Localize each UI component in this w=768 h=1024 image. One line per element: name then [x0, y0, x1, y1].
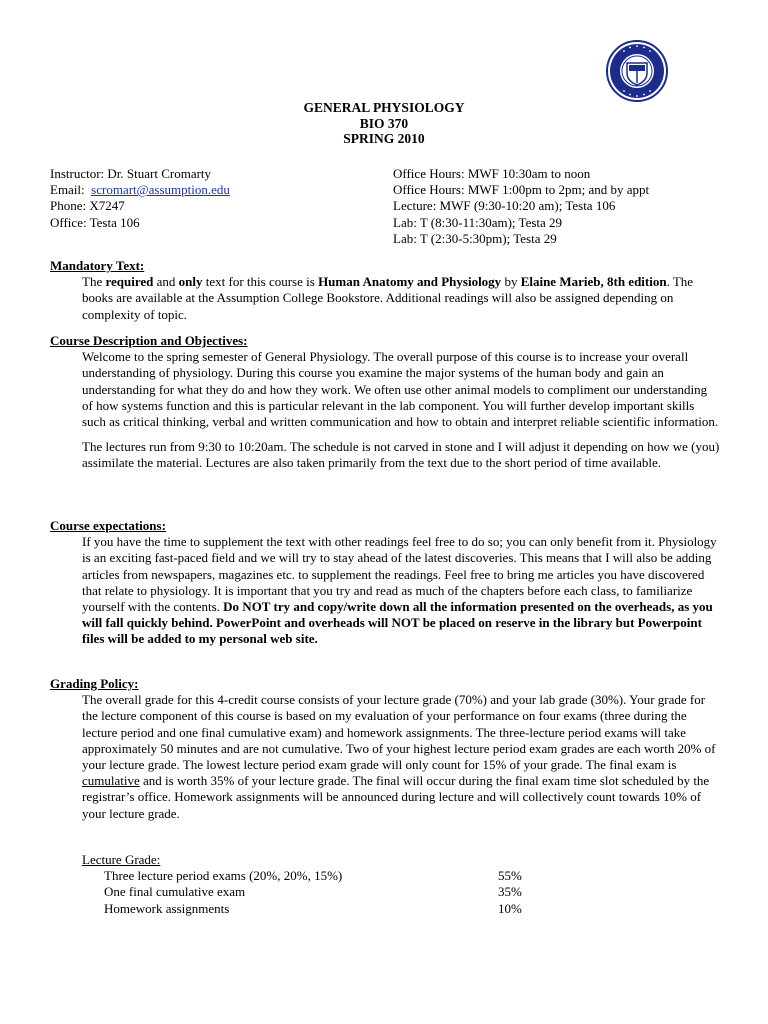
text-run: and is worth 35% of your lecture grade. The final will occur during the final exam time slot scheduled by the registrar’s office. Homework assignments will be announced during lecture and will collectively count towards 10% of your lecture grade. [82, 773, 710, 821]
grading-policy-section [50, 676, 720, 822]
course-description-section [50, 333, 720, 472]
book-author: Elaine Marieb, 8th edition [520, 274, 667, 290]
table-row [82, 868, 582, 884]
text-run: The overall grade for this 4-credit course consists of your lecture grade (70%) and your lab grade (30%). Your grade for the lecture component of this course is based on my evaluation of your performance on four exams (three during the lecture period and one final cumulative exam) and homework assignments. The three-lecture period exams will take approximately 50 minutes and are not cumulative. Two of your highest lecture period exam grades are each worth 20% of your lecture grade. The lowest lecture period exam grade will only count for 15% of your grade. The final exam is [82, 692, 716, 773]
course-title: GENERAL PHYSIOLOGY [303, 100, 465, 115]
office-hours-2: Office Hours: MWF 1:00pm to 2pm; and by appt [393, 182, 650, 198]
lab-schedule-1: Lab: T (8:30-11:30am); Testa 29 [393, 214, 563, 230]
instructor-name: Instructor: Dr. Stuart Cromarty [50, 166, 212, 181]
grade-item: Three lecture period exams (20%, 20%, 15%) [104, 868, 343, 884]
course-code: BIO 370 [359, 115, 409, 131]
lecture-grade-title: Lecture Grade: [82, 852, 161, 867]
section-paragraph [82, 692, 720, 822]
section-heading-text: Grading Policy [50, 676, 135, 691]
grade-item: One final cumulative exam [104, 884, 246, 900]
instructor-email-line [50, 182, 380, 198]
course-term: SPRING 2010 [343, 131, 425, 147]
section-heading [50, 676, 720, 692]
section-heading-text: Course expectations [50, 518, 162, 533]
section-heading [50, 333, 720, 349]
heading-colon: : [243, 333, 248, 348]
instructor-office: Office: Testa 106 [50, 214, 140, 230]
email-link[interactable]: scromart@assumption.edu [91, 182, 230, 198]
text-run: text for this course is [202, 274, 319, 290]
heading-colon: : [134, 676, 139, 691]
text-run-bold: Do NOT try and copy/write down all the information presented on the overheads, as you will fall quickly behind. PowerPoint and overheads will NOT be placed on reserve in the library but Powerpoint files will be added to my personal web site. [82, 599, 713, 647]
section-heading: Mandatory Text: [50, 258, 145, 273]
section-heading [50, 518, 720, 534]
book-title: Human Anatomy and Physiology [318, 274, 502, 290]
lecture-schedule: Lecture: MWF (9:30-10:20 am); Testa 106 [393, 198, 616, 214]
text-run: by [501, 274, 521, 290]
college-seal-icon [606, 40, 668, 102]
course-expectations-section [50, 518, 720, 648]
instructor-info-left [50, 166, 380, 231]
course-title-block [0, 100, 768, 147]
email-label: Email: [50, 182, 92, 198]
text-run: and [153, 274, 179, 290]
office-hours-1: Office Hours: MWF 10:30am to noon [393, 166, 591, 181]
text-run-bold: only [178, 274, 203, 290]
section-paragraph [82, 534, 720, 647]
grade-percent: 10% [498, 900, 522, 916]
heading-colon: : [161, 518, 166, 533]
table-row [82, 901, 582, 917]
text-run: . The books are available at the Assumption College Bookstore. Additional readings will also be assigned depending on complexity of topic. [82, 274, 694, 322]
grade-percent: 55% [498, 868, 522, 884]
section-paragraph: Welcome to the spring semester of General Physiology. The overall purpose of this course is to increase your overall understanding of physiology. During this course you examine the major systems of the human body and gain an understanding for what they do and how they work. We often use other animal models to compliment our understanding of how systems function and this is particular relevant in the lab component. You will further develop important skills such as critical thinking, verbal and written communication and how to obtain and interpret reliable scientific information. [82, 349, 719, 430]
grade-percent: 35% [498, 884, 522, 900]
grade-item: Homework assignments [104, 900, 230, 916]
table-row [82, 884, 582, 900]
lecture-grade-table [82, 852, 582, 917]
section-paragraph [82, 274, 720, 323]
section-heading-text: Course Description and Objectives [50, 333, 244, 348]
text-run: The [82, 274, 106, 290]
instructor-info-right [393, 166, 753, 247]
text-run-underlined: cumulative [82, 773, 140, 789]
text-run-bold: required [105, 274, 154, 290]
section-paragraph: The lectures run from 9:30 to 10:20am. The schedule is not carved in stone and I will adjust it depending on how we (you) assimilate the material. Lectures are also taken primarily from the text due to the short period of time available. [82, 439, 720, 471]
lab-schedule-2: Lab: T (2:30-5:30pm); Testa 29 [393, 230, 557, 246]
mandatory-text-section [50, 258, 720, 323]
text-run: If you have the time to supplement the text with other readings feel free to do so; you can only benefit from it. Physiology is an exciting fast-paced field and we will try to stay ahead of the latest discoveries. This means that I will also be adding articles from newspapers, magazines etc. to supplement the readings. Feel free to bring me articles you have discovered that relate to physiology. It is important that you try and read as much of the chapters before each class, to familiarize yourself with the contents. [82, 534, 717, 615]
instructor-phone: Phone: X7247 [50, 198, 125, 214]
